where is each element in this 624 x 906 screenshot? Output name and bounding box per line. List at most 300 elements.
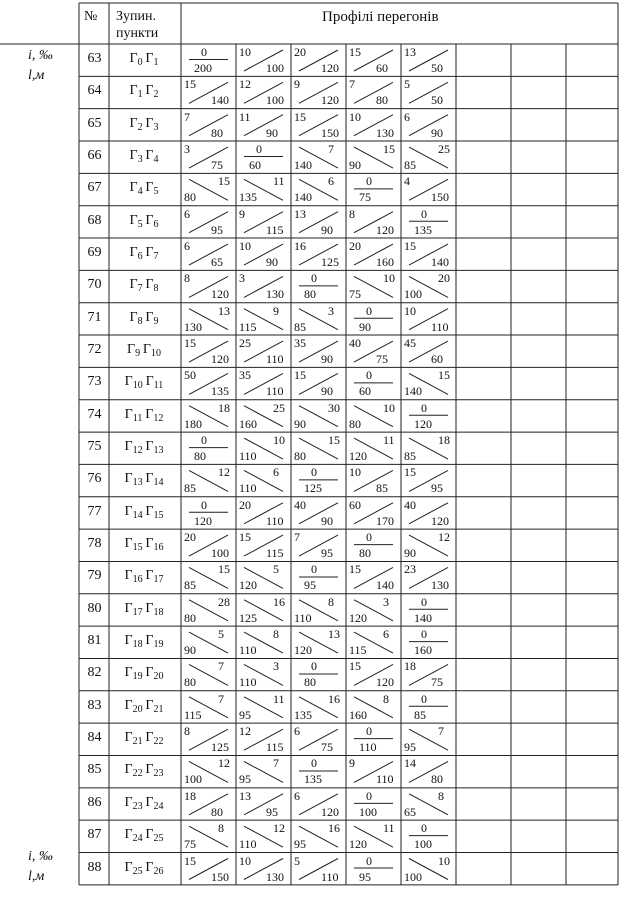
stop-to-index: 9: [153, 315, 159, 327]
profile-grade: 18: [404, 659, 416, 674]
profile-grade: 10: [239, 45, 251, 59]
stop-pair: [104, 568, 184, 585]
stop-from-letter: Г: [124, 762, 133, 778]
row-number: 68: [87, 212, 102, 228]
profile-grade: 30: [328, 400, 340, 415]
profile-length: 125: [239, 610, 257, 625]
profile-grade: 15: [184, 336, 196, 351]
row-number: 78: [87, 536, 102, 552]
profile-length: 85: [376, 481, 388, 496]
stop-to-letter: Г: [145, 212, 154, 228]
profile-length: 160: [414, 643, 432, 658]
profile-grade: 6: [184, 239, 190, 254]
stop-from-index: 12: [132, 445, 143, 457]
profile-grade: 0: [366, 303, 372, 318]
stop-pair: [104, 407, 184, 424]
stop-to-index: 18: [153, 606, 164, 618]
row-number: 73: [87, 374, 102, 390]
profile-length: 100: [414, 837, 432, 852]
profile-grade: 40: [294, 497, 306, 512]
profile-grade: 0: [421, 206, 427, 221]
profile-length: 80: [184, 190, 196, 205]
stop-from-letter: Г: [124, 633, 133, 649]
profile-length: 130: [376, 125, 394, 140]
profile-grade: 40: [349, 336, 361, 351]
profile-length: 80: [431, 772, 443, 787]
stop-from-letter: Г: [124, 665, 133, 681]
profile-grade: 0: [311, 562, 317, 577]
length-label-top: l,м: [28, 68, 45, 83]
header-profiles: Профілі перегонів: [322, 9, 439, 25]
profile-length: 200: [194, 61, 212, 75]
profile-length: 80: [304, 287, 316, 302]
profile-grade: 7: [438, 724, 444, 739]
profile-grade: 9: [349, 756, 355, 771]
profile-length: 120: [321, 61, 339, 75]
profile-grade: 8: [349, 206, 355, 221]
stop-to-index: 2: [153, 89, 159, 101]
stop-to-index: 1: [153, 57, 159, 68]
row-number: 88: [87, 859, 102, 875]
profile-grade: 7: [349, 77, 355, 92]
profile-grade: 16: [328, 691, 340, 706]
profile-grade: 12: [239, 724, 251, 739]
profile-length: 110: [266, 513, 284, 528]
profile-grade: 0: [311, 465, 317, 480]
profile-grade: 16: [273, 594, 285, 609]
stop-from-letter: Г: [124, 730, 133, 746]
stop-from-index: 16: [132, 574, 143, 586]
stop-to-letter: Г: [145, 83, 154, 99]
stop-to-index: 23: [153, 768, 164, 780]
stop-to-letter: Г: [145, 568, 154, 584]
stop-to-index: 24: [153, 800, 164, 812]
profile-length: 160: [376, 255, 394, 270]
profile-length: 100: [211, 546, 229, 561]
stop-pair: [104, 439, 184, 456]
stop-to-letter: Г: [145, 245, 154, 261]
profile-grade: 3: [184, 142, 190, 157]
stop-pair: [104, 601, 184, 618]
stop-pair: [104, 860, 184, 877]
stop-to-letter: Г: [145, 665, 154, 681]
profile-length: 150: [321, 125, 339, 140]
row-number: 82: [87, 665, 102, 681]
profile-length: 60: [376, 61, 388, 75]
stop-to-index: 8: [153, 283, 159, 295]
stop-to-letter: Г: [145, 309, 154, 325]
profile-grade: 7: [294, 530, 300, 545]
profile-grade: 25: [239, 336, 251, 351]
profile-grade: 8: [328, 594, 334, 609]
stop-from-letter: Г: [124, 697, 133, 713]
profile-grade: 11: [383, 433, 395, 448]
profile-length: 130: [184, 319, 202, 334]
profile-grade: 13: [294, 206, 306, 221]
profile-grade: 11: [273, 691, 285, 706]
profile-grade: 20: [184, 530, 196, 545]
profile-length: 85: [414, 707, 426, 722]
profile-length: 160: [349, 707, 367, 722]
profile-grade: 5: [273, 562, 279, 577]
row-number: 70: [87, 277, 102, 293]
profile-length: 140: [376, 578, 394, 593]
stop-to-index: 22: [153, 736, 164, 748]
profile-grade: 7: [218, 691, 224, 706]
profile-length: 135: [239, 190, 257, 205]
stop-pair: [104, 374, 184, 391]
profile-length: 90: [321, 384, 333, 399]
profile-grade: 9: [239, 206, 245, 221]
profile-length: 140: [294, 190, 312, 205]
stop-pair: [104, 83, 184, 100]
stop-from-letter: Г: [129, 277, 138, 293]
profile-grade: 15: [404, 239, 416, 254]
row-number: 65: [87, 115, 102, 131]
profile-length: 115: [266, 740, 284, 755]
profile-length: 120: [194, 513, 212, 528]
stop-to-letter: Г: [145, 180, 154, 196]
profile-length: 110: [266, 384, 284, 399]
stop-pair: [104, 633, 184, 650]
stop-from-index: 10: [132, 380, 143, 392]
stop-from-index: 0: [137, 57, 143, 68]
stop-to-index: 20: [153, 671, 164, 683]
stop-from-letter: Г: [124, 503, 133, 519]
stop-from-index: 4: [137, 186, 143, 198]
stop-from-index: 6: [137, 251, 143, 263]
profile-length: 120: [321, 93, 339, 108]
profile-grade: 0: [201, 433, 207, 448]
stop-pair: [104, 277, 184, 294]
profile-grade: 4: [404, 174, 410, 189]
stop-pair: [104, 342, 184, 359]
profile-grade: 5: [294, 853, 300, 868]
stop-from-letter: Г: [124, 600, 133, 616]
profile-grade: 14: [404, 756, 416, 771]
profile-length: 110: [359, 740, 377, 755]
profile-length: 120: [349, 837, 367, 852]
profile-length: 100: [266, 61, 284, 75]
stop-from-letter: Г: [124, 439, 133, 455]
profile-grade: 7: [328, 142, 334, 157]
profile-grade: 0: [366, 368, 372, 383]
stop-from-letter: Г: [129, 180, 138, 196]
profile-grade: 15: [239, 530, 251, 545]
profile-grade: 3: [239, 271, 245, 286]
profile-length: 80: [184, 675, 196, 690]
profile-length: 95: [321, 546, 333, 561]
stop-from-index: 1: [137, 89, 143, 101]
stop-from-index: 8: [137, 315, 143, 327]
profile-length: 95: [266, 804, 278, 819]
stop-to-letter: Г: [145, 827, 154, 843]
profile-grade: 0: [421, 691, 427, 706]
header-number: №: [84, 9, 98, 24]
stop-pair: [104, 762, 184, 779]
row-number: 81: [87, 633, 102, 649]
profile-grade: 7: [184, 109, 190, 124]
profile-length: 100: [404, 869, 422, 884]
profile-grade: 6: [273, 465, 279, 480]
profile-grade: 10: [383, 271, 395, 286]
profile-length: 90: [321, 513, 333, 528]
stop-from-letter: Г: [124, 827, 133, 843]
row-number: 85: [87, 762, 102, 778]
profile-length: 120: [376, 675, 394, 690]
profile-length: 80: [211, 804, 223, 819]
stop-from-letter: Г: [129, 212, 138, 228]
profile-length: 120: [431, 513, 449, 528]
profile-grade: 18: [184, 788, 196, 803]
profile-length: 130: [266, 287, 284, 302]
profile-length: 75: [321, 740, 333, 755]
profile-grade: 7: [218, 659, 224, 674]
stop-from-letter: Г: [124, 406, 133, 422]
stop-to-index: 11: [153, 380, 164, 392]
header-stops-line1: Зупин.: [116, 9, 156, 24]
stop-from-index: 21: [132, 736, 143, 748]
stop-from-index: 5: [137, 218, 143, 230]
profile-length: 100: [359, 804, 377, 819]
row-number: 63: [87, 51, 102, 66]
profile-length: 110: [321, 869, 339, 884]
profile-grade: 10: [438, 853, 450, 868]
stop-to-index: 17: [153, 574, 164, 586]
stop-to-index: 4: [153, 154, 159, 166]
profile-grade: 20: [438, 271, 450, 286]
profile-length: 80: [304, 675, 316, 690]
stop-pair: [104, 245, 184, 262]
profile-length: 130: [266, 869, 284, 884]
profile-length: 90: [184, 643, 196, 658]
profile-grade: 15: [294, 109, 306, 124]
stop-from-index: 3: [137, 154, 143, 166]
profile-length: 100: [266, 93, 284, 108]
stop-to-index: 5: [153, 186, 159, 198]
profile-grade: 5: [404, 77, 410, 92]
profile-length: 90: [321, 222, 333, 237]
profile-length: 140: [294, 158, 312, 173]
stop-pair: [104, 213, 184, 230]
profile-length: 110: [239, 449, 257, 464]
profile-grade: 15: [349, 659, 361, 674]
profile-grade: 25: [438, 142, 450, 157]
row-number: 84: [87, 730, 102, 746]
stop-pair: [104, 116, 184, 133]
profile-length: 85: [294, 319, 306, 334]
profile-length: 115: [266, 546, 284, 561]
profile-length: 140: [211, 93, 229, 108]
grade-label-bottom: i, ‰: [28, 849, 53, 864]
profile-length: 95: [239, 707, 251, 722]
profile-grade: 15: [328, 433, 340, 448]
profile-length: 90: [266, 255, 278, 270]
profile-grade: 0: [311, 271, 317, 286]
profile-grade: 15: [218, 562, 230, 577]
profile-length: 135: [294, 707, 312, 722]
profile-length: 75: [359, 190, 371, 205]
stop-from-index: 2: [137, 121, 143, 133]
profile-length: 80: [349, 416, 361, 431]
stop-to-letter: Г: [145, 374, 154, 390]
profile-length: 85: [184, 481, 196, 496]
row-number: 69: [87, 245, 102, 261]
stop-to-index: 25: [153, 833, 164, 845]
profile-grade: 40: [404, 497, 416, 512]
row-number: 71: [87, 309, 102, 325]
profile-grade: 60: [349, 497, 361, 512]
profile-grade: 3: [273, 659, 279, 674]
profile-length: 75: [431, 675, 443, 690]
profile-length: 80: [359, 546, 371, 561]
profile-grade: 0: [366, 724, 372, 739]
profile-length: 120: [239, 578, 257, 593]
stop-pair: [104, 471, 184, 488]
stop-pair: [104, 730, 184, 747]
stop-to-index: 7: [153, 251, 159, 263]
profile-grade: 0: [201, 497, 207, 512]
profile-grade: 0: [311, 659, 317, 674]
profile-grade: 9: [294, 77, 300, 92]
profile-length: 115: [349, 643, 367, 658]
profile-grade: 15: [404, 465, 416, 480]
profile-length: 110: [239, 481, 257, 496]
stop-from-index: 25: [132, 865, 143, 877]
profile-grade: 10: [404, 303, 416, 318]
profile-grade: 3: [328, 303, 334, 318]
profile-length: 60: [359, 384, 371, 399]
stop-from-index: 20: [132, 703, 143, 715]
profile-grade: 0: [366, 853, 372, 868]
profile-grade: 11: [273, 174, 285, 189]
stop-pair: [104, 180, 184, 197]
profile-length: 90: [294, 416, 306, 431]
stop-to-letter: Г: [145, 600, 154, 616]
profile-grade: 15: [349, 562, 361, 577]
profile-grade: 10: [239, 239, 251, 254]
stop-from-index: 17: [132, 606, 143, 618]
stop-to-index: 21: [153, 703, 164, 715]
profile-length: 110: [239, 837, 257, 852]
profile-grade: 6: [294, 788, 300, 803]
profile-grade: 8: [184, 271, 190, 286]
profile-length: 95: [304, 578, 316, 593]
profile-grade: 35: [294, 336, 306, 351]
stop-from-letter: Г: [129, 148, 138, 164]
profile-length: 60: [249, 158, 261, 173]
profile-length: 100: [184, 772, 202, 787]
profile-length: 110: [266, 352, 284, 367]
stop-from-index: 23: [132, 800, 143, 812]
profile-length: 140: [404, 384, 422, 399]
profile-grade: 13: [404, 45, 416, 59]
profile-length: 75: [376, 352, 388, 367]
profile-length: 90: [431, 125, 443, 140]
profile-length: 90: [321, 352, 333, 367]
profile-grade: 0: [311, 756, 317, 771]
profile-grade: 15: [184, 853, 196, 868]
row-number: 72: [87, 342, 102, 358]
stop-from-index: 14: [132, 509, 143, 521]
stop-from-letter: Г: [124, 471, 133, 487]
profile-grade: 0: [201, 45, 207, 59]
stop-from-letter: Г: [124, 794, 133, 810]
stop-to-index: 19: [153, 639, 164, 651]
profile-grade: 8: [218, 821, 224, 836]
profile-length: 150: [431, 190, 449, 205]
row-number: 75: [87, 439, 102, 455]
stop-from-letter: Г: [129, 245, 138, 261]
stop-from-letter: Г: [129, 115, 138, 131]
profile-length: 95: [431, 481, 443, 496]
profile-grade: 7: [273, 756, 279, 771]
profile-grade: 23: [404, 562, 416, 577]
profile-grade: 6: [294, 724, 300, 739]
profile-grade: 13: [218, 303, 230, 318]
stop-to-letter: Г: [145, 51, 154, 66]
stop-from-letter: Г: [129, 83, 138, 99]
profile-length: 95: [211, 222, 223, 237]
stop-pair: [104, 148, 184, 165]
stop-to-letter: Г: [145, 697, 154, 713]
profile-length: 115: [266, 222, 284, 237]
profile-grade: 12: [218, 756, 230, 771]
profile-grade: 8: [438, 788, 444, 803]
stop-pair: [104, 536, 184, 553]
profile-grade: 5: [218, 627, 224, 642]
profile-grade: 8: [383, 691, 389, 706]
profile-length: 110: [294, 610, 312, 625]
stop-to-letter: Г: [145, 439, 154, 455]
length-label-bottom: l,м: [28, 869, 45, 884]
profile-grade: 10: [349, 465, 361, 480]
profile-length: 95: [239, 772, 251, 787]
profile-grade: 11: [383, 821, 395, 836]
profile-length: 125: [304, 481, 322, 496]
profile-length: 180: [184, 416, 202, 431]
profile-length: 80: [194, 449, 206, 464]
profile-length: 95: [404, 740, 416, 755]
profile-length: 125: [211, 740, 229, 755]
stop-pair: [104, 504, 184, 521]
profile-length: 170: [376, 513, 394, 528]
stop-to-letter: Г: [145, 633, 154, 649]
profile-length: 110: [376, 772, 394, 787]
stop-to-letter: Г: [145, 536, 154, 552]
profile-length: 120: [414, 416, 432, 431]
profile-grade: 0: [366, 530, 372, 545]
profile-grade: 25: [273, 400, 285, 415]
profile-grade: 15: [184, 77, 196, 92]
profile-length: 150: [211, 869, 229, 884]
profile-length: 85: [404, 449, 416, 464]
row-number: 67: [87, 180, 102, 196]
stop-from-letter: Г: [127, 342, 136, 358]
profile-length: 125: [321, 255, 339, 270]
profile-length: 90: [349, 158, 361, 173]
stop-to-index: 3: [153, 121, 159, 133]
profile-grade: 15: [349, 45, 361, 59]
profile-grade: 10: [383, 400, 395, 415]
stop-to-index: 6: [153, 218, 159, 230]
profile-length: 80: [376, 93, 388, 108]
profile-grade: 12: [273, 821, 285, 836]
stop-from-letter: Г: [124, 568, 133, 584]
stop-to-letter: Г: [145, 762, 154, 778]
profile-grade: 8: [184, 724, 190, 739]
stop-from-index: 9: [135, 348, 141, 360]
